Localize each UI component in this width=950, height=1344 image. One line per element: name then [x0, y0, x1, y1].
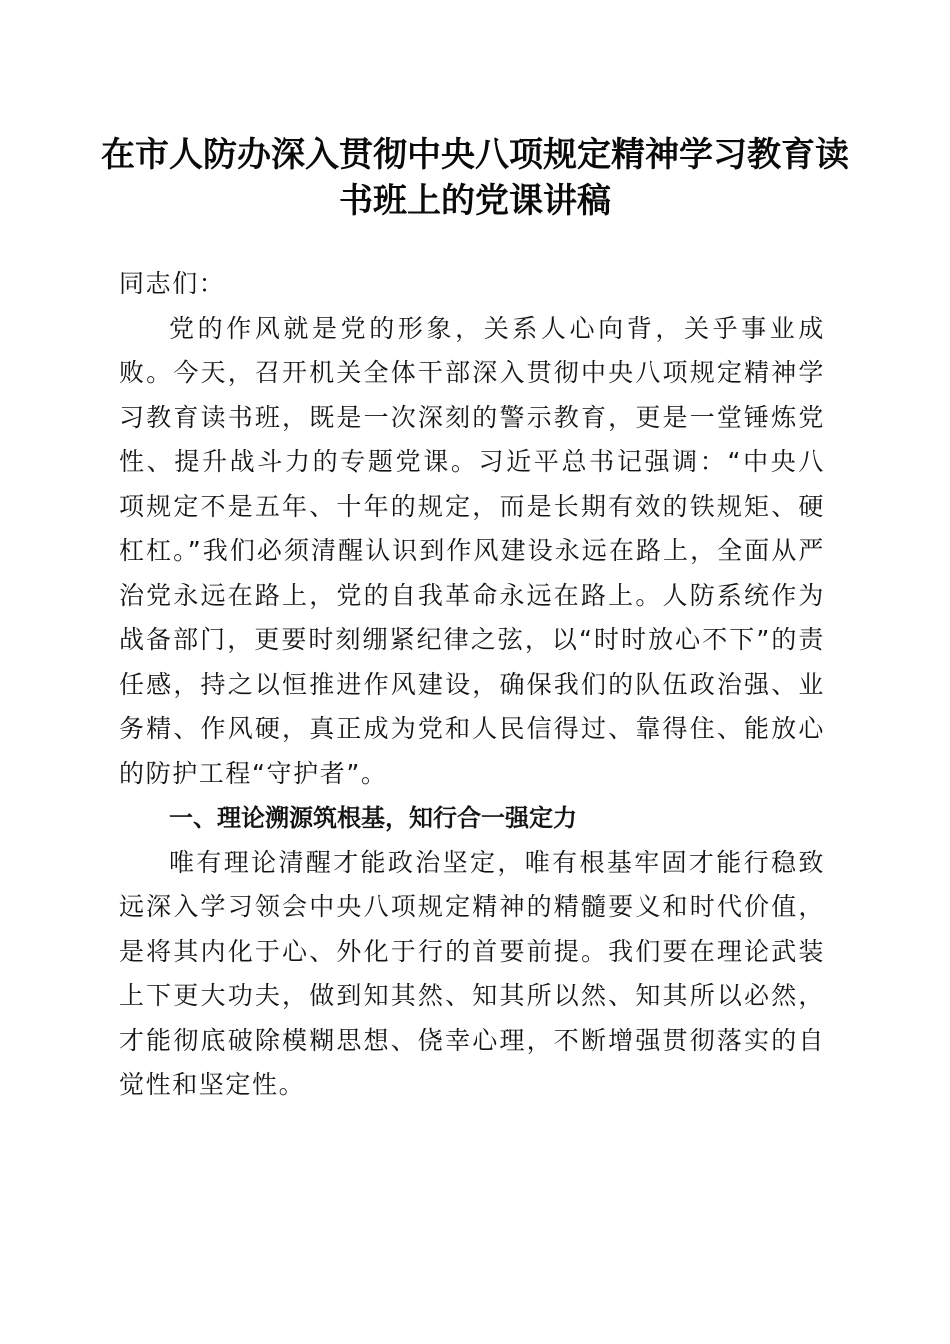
document-title: 在市人防办深入贯彻中央八项规定精神学习教育读书班上的党课讲稿: [101, 135, 849, 221]
section-paragraph: 唯有理论清醒才能政治坚定，唯有根基牢固才能行稳致远深入学习领会中央八项规定精神的精髓要义和时代价值，是将其内化于心、外化于行的首要前提。我们要在理论武装上下更大功夫，做到知其然、知其所以然、知其所以必然，才能彻底破除模糊思想、侥幸心理，不断增强贯彻落实的自觉性和坚定性。: [119, 847, 825, 1099]
document-body: [119, 262, 825, 1108]
intro-paragraph: 党的作风就是党的形象，关系人心向背，关乎事业成败。今天，召开机关全体干部深入贯彻中央八项规定精神学习教育读书班，既是一次深刻的警示教育，更是一堂锤炼党性、提升战斗力的专题党课。习近平总书记强调：“中央八项规定不是五年、十年的规定，而是长期有效的铁规矩、硬杠杠。”我们必须清醒认识到作风建设永远在路上，全面从严治党永远在路上，党的自我革命永远在路上。人防系统作为战备部门，更要时刻绷紧纪律之弦，以“时时放心不下”的责任感，持之以恒推进作风建设，确保我们的队伍政治强、业务精、作风硬，真正成为党和人民信得过、靠得住、能放心的防护工程“守护者”。: [119, 313, 825, 788]
salutation: 同志们：: [119, 269, 226, 298]
section-heading: 一、理论溯源筑根基，知行合一强定力: [169, 804, 577, 832]
